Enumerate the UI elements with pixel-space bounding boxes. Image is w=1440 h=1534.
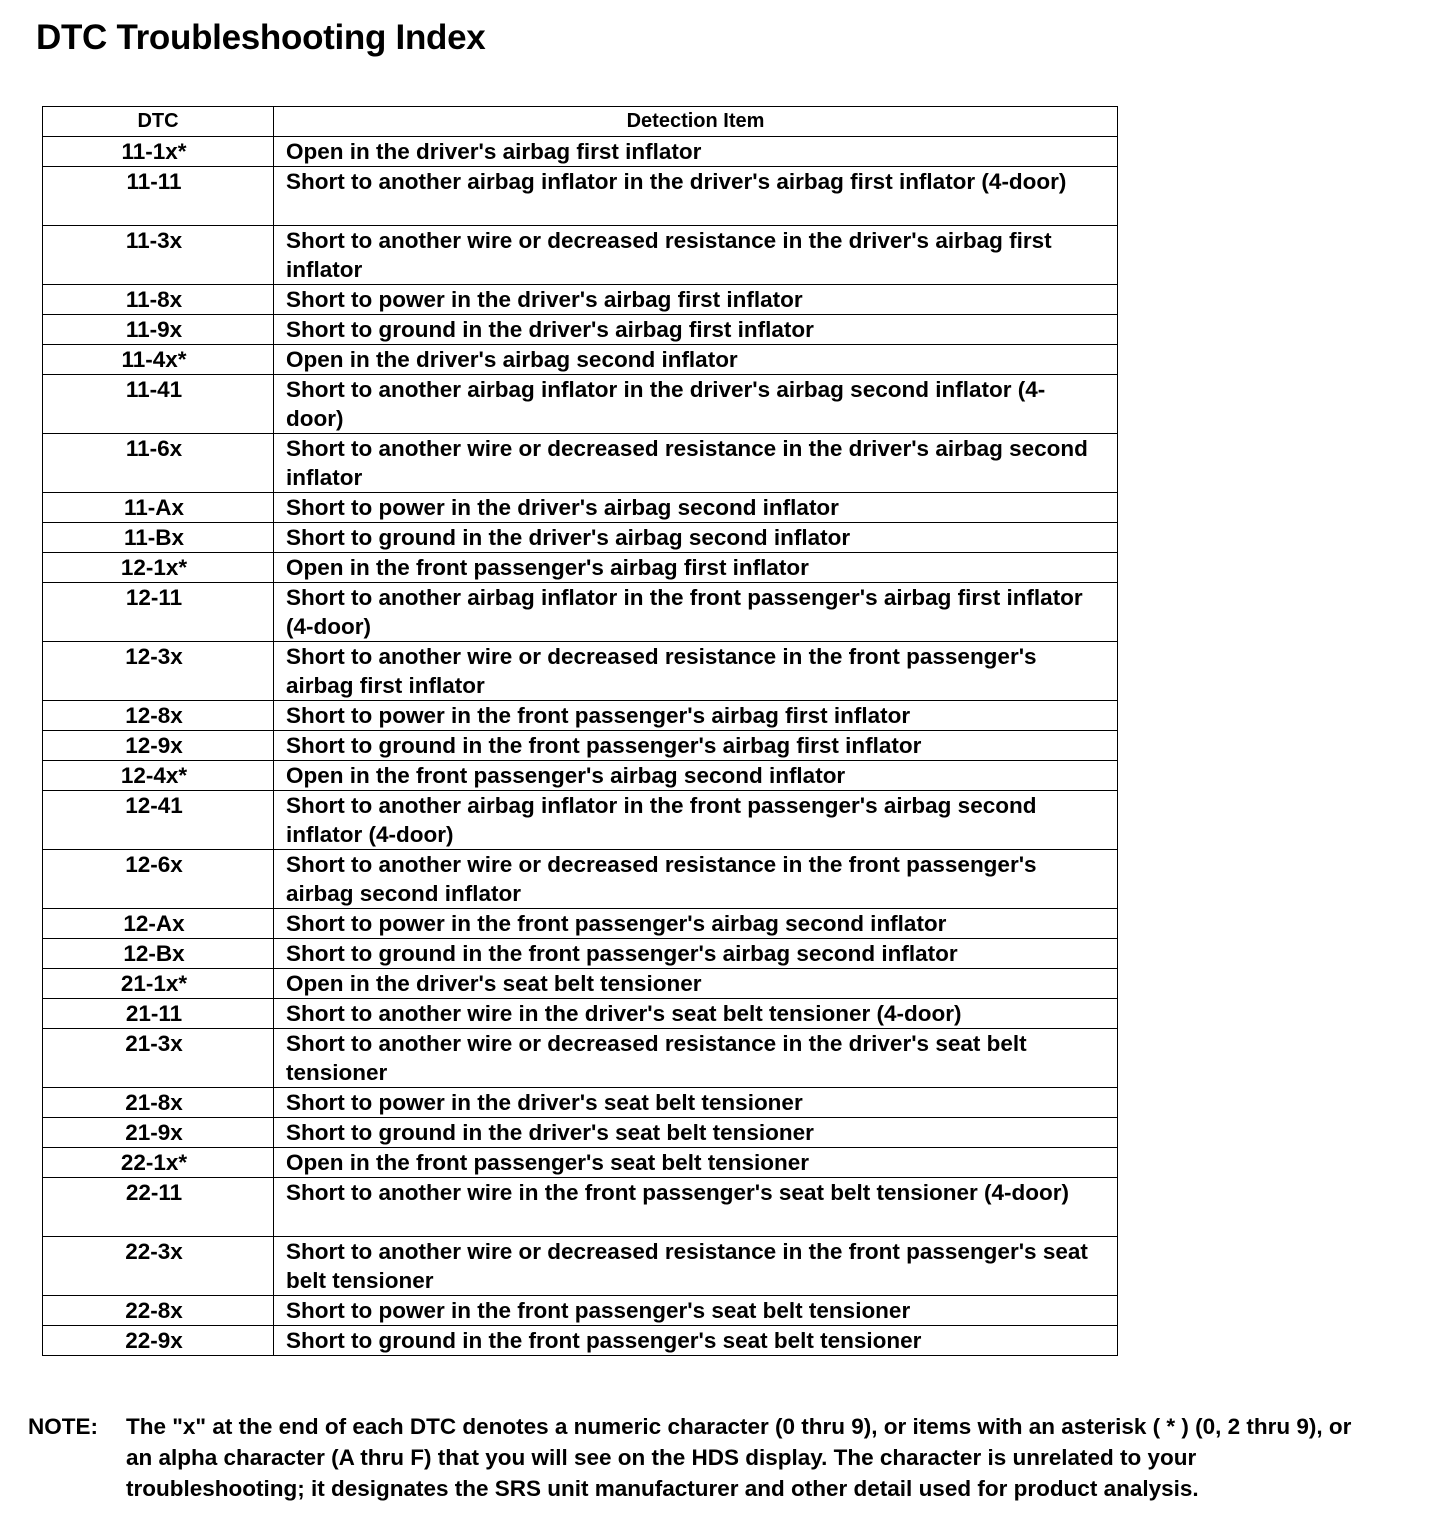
dtc-code-cell: 12-4x* — [43, 761, 274, 791]
dtc-code-cell: 11-41 — [43, 375, 274, 434]
table-row — [43, 523, 1118, 553]
dtc-code-cell: 12-Bx — [43, 939, 274, 969]
dtc-code-cell: 12-3x — [43, 642, 274, 701]
page-title: DTC Troubleshooting Index — [36, 18, 486, 57]
table-row — [43, 315, 1118, 345]
detection-item-cell: Short to ground in the driver's airbag first inflator — [274, 315, 1118, 345]
detection-item-cell: Short to another wire or decreased resistance in the front passenger's airbag first inflator — [274, 642, 1118, 701]
dtc-code-cell: 12-41 — [43, 791, 274, 850]
detection-item-cell: Short to another wire in the driver's seat belt tensioner (4-door) — [274, 999, 1118, 1029]
table-row — [43, 285, 1118, 315]
dtc-index-table — [42, 106, 1118, 1356]
table-row — [43, 1118, 1118, 1148]
detection-item-cell: Short to power in the driver's airbag first inflator — [274, 285, 1118, 315]
dtc-code-cell: 11-1x* — [43, 137, 274, 167]
table-row — [43, 701, 1118, 731]
table-row — [43, 493, 1118, 523]
detection-item-cell: Open in the front passenger's airbag first inflator — [274, 553, 1118, 583]
dtc-code-cell: 21-9x — [43, 1118, 274, 1148]
detection-item-cell: Short to another airbag inflator in the driver's airbag second inflator (4-door) — [274, 375, 1118, 434]
detection-item-cell: Short to ground in the front passenger's airbag second inflator — [274, 939, 1118, 969]
table-header-row — [43, 107, 1118, 137]
detection-item-cell: Short to another wire or decreased resistance in the driver's seat belt tensioner — [274, 1029, 1118, 1088]
detection-item-cell: Short to another airbag inflator in the front passenger's airbag second inflator (4-door) — [274, 791, 1118, 850]
table-row — [43, 1296, 1118, 1326]
dtc-code-cell: 21-8x — [43, 1088, 274, 1118]
dtc-code-cell: 11-4x* — [43, 345, 274, 375]
detection-item-cell: Open in the driver's airbag first inflator — [274, 137, 1118, 167]
table-row — [43, 761, 1118, 791]
dtc-code-cell: 22-9x — [43, 1326, 274, 1356]
detection-item-cell: Short to another airbag inflator in the driver's airbag first inflator (4-door) — [274, 167, 1118, 226]
column-header-dtc: DTC — [43, 107, 274, 137]
detection-item-cell: Open in the front passenger's seat belt tensioner — [274, 1148, 1118, 1178]
table-row — [43, 434, 1118, 493]
table-row — [43, 583, 1118, 642]
table-row — [43, 167, 1118, 226]
table-row — [43, 969, 1118, 999]
detection-item-cell: Short to another wire or decreased resistance in the front passenger's airbag second inflator — [274, 850, 1118, 909]
note-text: The "x" at the end of each DTC denotes a numeric character (0 thru 9), or items with an asterisk ( * ) (0, 2 thru 9), or an alpha character (A thru F) that you will see on the HDS display. The character is unrelated to your troubleshooting; it designates the SRS unit manufacturer and other detail used for product analysis. — [126, 1414, 1352, 1501]
table-row — [43, 553, 1118, 583]
table-row — [43, 1029, 1118, 1088]
table-row — [43, 345, 1118, 375]
dtc-code-cell: 11-3x — [43, 226, 274, 285]
detection-item-cell: Short to another wire or decreased resistance in the driver's airbag second inflator — [274, 434, 1118, 493]
detection-item-cell: Short to another wire or decreased resistance in the driver's airbag first inflator — [274, 226, 1118, 285]
detection-item-cell: Short to another wire or decreased resistance in the front passenger's seat belt tensioner — [274, 1237, 1118, 1296]
dtc-code-cell: 12-8x — [43, 701, 274, 731]
column-header-detection-item: Detection Item — [274, 107, 1118, 137]
table-row — [43, 939, 1118, 969]
footnote — [28, 1411, 1408, 1504]
dtc-code-cell: 11-Ax — [43, 493, 274, 523]
table-row — [43, 1237, 1118, 1296]
table-row — [43, 850, 1118, 909]
detection-item-cell: Short to power in the front passenger's seat belt tensioner — [274, 1296, 1118, 1326]
detection-item-cell: Short to ground in the front passenger's seat belt tensioner — [274, 1326, 1118, 1356]
table-row — [43, 1326, 1118, 1356]
dtc-code-cell: 11-6x — [43, 434, 274, 493]
table-row — [43, 791, 1118, 850]
dtc-code-cell: 21-11 — [43, 999, 274, 1029]
detection-item-cell: Open in the driver's airbag second inflator — [274, 345, 1118, 375]
table-row — [43, 1088, 1118, 1118]
dtc-code-cell: 12-9x — [43, 731, 274, 761]
note-label: NOTE: — [28, 1414, 98, 1439]
table-row — [43, 909, 1118, 939]
detection-item-cell: Open in the front passenger's airbag second inflator — [274, 761, 1118, 791]
dtc-code-cell: 12-6x — [43, 850, 274, 909]
detection-item-cell: Short to ground in the driver's airbag second inflator — [274, 523, 1118, 553]
dtc-code-cell: 22-3x — [43, 1237, 274, 1296]
dtc-code-cell: 12-1x* — [43, 553, 274, 583]
detection-item-cell: Short to ground in the front passenger's airbag first inflator — [274, 731, 1118, 761]
detection-item-cell: Short to ground in the driver's seat belt tensioner — [274, 1118, 1118, 1148]
table-row — [43, 642, 1118, 701]
detection-item-cell: Short to another wire in the front passenger's seat belt tensioner (4-door) — [274, 1178, 1118, 1237]
table-row — [43, 1148, 1118, 1178]
table-row — [43, 137, 1118, 167]
detection-item-cell: Open in the driver's seat belt tensioner — [274, 969, 1118, 999]
table-row — [43, 375, 1118, 434]
detection-item-cell: Short to power in the front passenger's airbag first inflator — [274, 701, 1118, 731]
dtc-code-cell: 22-11 — [43, 1178, 274, 1237]
dtc-code-cell: 11-Bx — [43, 523, 274, 553]
dtc-code-cell: 21-3x — [43, 1029, 274, 1088]
detection-item-cell: Short to power in the driver's seat belt tensioner — [274, 1088, 1118, 1118]
table-row — [43, 999, 1118, 1029]
dtc-code-cell: 21-1x* — [43, 969, 274, 999]
dtc-code-cell: 12-11 — [43, 583, 274, 642]
table-body — [43, 137, 1118, 1356]
dtc-code-cell: 22-1x* — [43, 1148, 274, 1178]
table-row — [43, 226, 1118, 285]
dtc-code-cell: 11-9x — [43, 315, 274, 345]
table-row — [43, 1178, 1118, 1237]
dtc-code-cell: 22-8x — [43, 1296, 274, 1326]
dtc-code-cell: 11-8x — [43, 285, 274, 315]
detection-item-cell: Short to power in the front passenger's airbag second inflator — [274, 909, 1118, 939]
dtc-code-cell: 12-Ax — [43, 909, 274, 939]
dtc-code-cell: 11-11 — [43, 167, 274, 226]
detection-item-cell: Short to another airbag inflator in the front passenger's airbag first inflator (4-door) — [274, 583, 1118, 642]
table-row — [43, 731, 1118, 761]
detection-item-cell: Short to power in the driver's airbag second inflator — [274, 493, 1118, 523]
